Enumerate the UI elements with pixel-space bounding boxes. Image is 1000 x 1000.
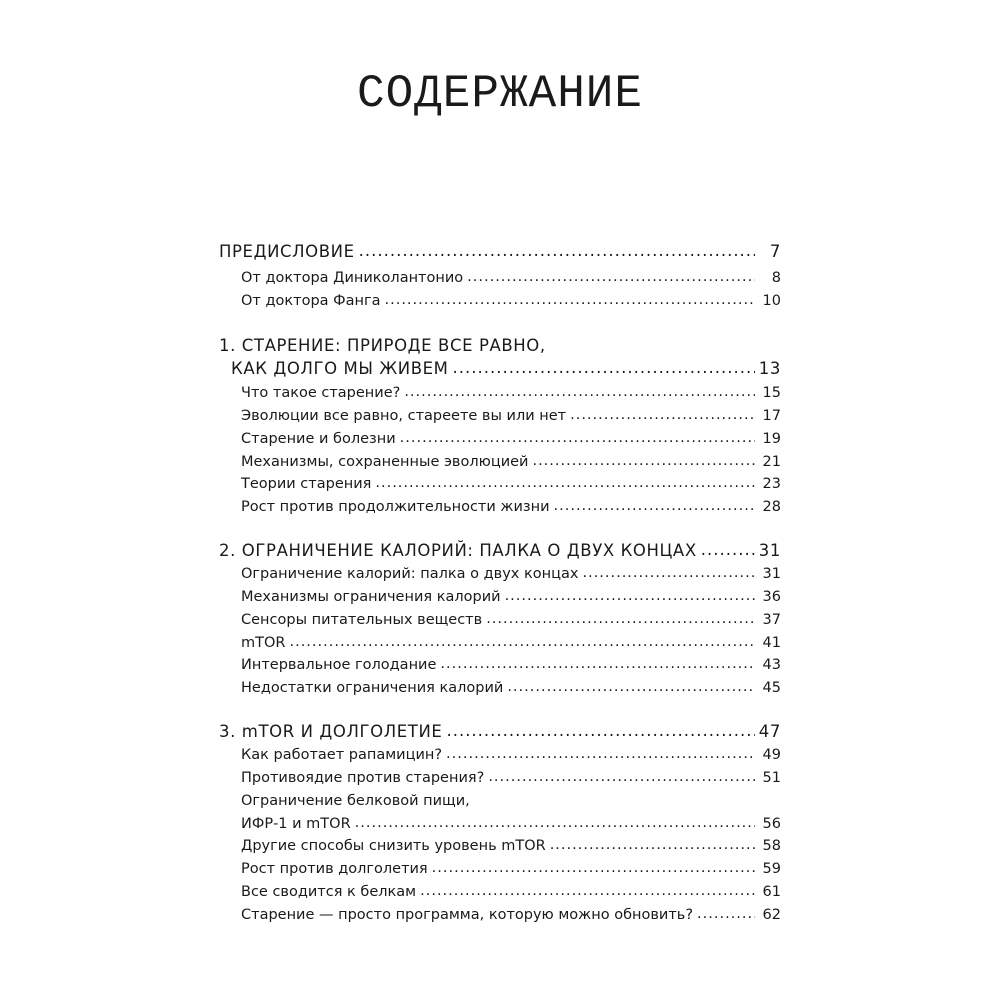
toc-entry-label: Механизмы, сохраненные эволюцией: [241, 454, 529, 470]
toc-page-number: 8: [771, 270, 781, 286]
toc-entry-label: ИФР-1 и mTOR: [241, 816, 351, 832]
toc-entry-label: Теории старения: [241, 476, 372, 492]
dot-leader: [554, 498, 755, 514]
toc-subentry[interactable]: [219, 454, 781, 470]
toc-entry-label: Сенсоры питательных веществ: [241, 612, 483, 628]
toc-entry-label: Другие способы снизить уровень mTOR: [241, 838, 546, 854]
toc-entry-label: Старение и болезни: [241, 431, 396, 447]
toc-subentry[interactable]: [219, 770, 781, 786]
dot-leader: [582, 565, 755, 581]
dot-leader: [446, 746, 755, 762]
dot-leader: [452, 358, 754, 377]
toc-entry-preface[interactable]: [219, 242, 781, 261]
dot-leader: [550, 837, 755, 853]
toc-entry-label: Ограничение белковой пищи,: [241, 793, 470, 809]
toc-subentry[interactable]: [219, 838, 781, 854]
toc-page-number: 23: [762, 476, 781, 492]
toc-entry-chapter-2[interactable]: [219, 541, 781, 560]
page-title: СОДЕРЖАНИЕ: [356, 68, 644, 120]
toc-entry-label: Все сводится к белкам: [241, 884, 417, 900]
dot-leader: [446, 721, 754, 740]
toc-entry-label: Противоядие против старения?: [241, 770, 485, 786]
toc-page-number: 62: [762, 907, 781, 923]
toc-page-number: 21: [762, 454, 781, 470]
toc-entry-label: 2. ОГРАНИЧЕНИЕ КАЛОРИЙ: ПАЛКА О ДВУХ КОНЦАХ: [219, 541, 697, 560]
toc-page-number: 45: [762, 680, 781, 696]
toc-subentry[interactable]: [219, 270, 781, 286]
toc-entry-label: 1. СТАРЕНИЕ: ПРИРОДЕ ВСЕ РАВНО,: [219, 336, 546, 355]
dot-leader: [420, 883, 755, 899]
toc-subentry[interactable]: [219, 884, 781, 900]
toc-entry-chapter-3[interactable]: [219, 722, 781, 741]
toc-subentry[interactable]: [219, 566, 781, 582]
toc-page-number: 51: [762, 770, 781, 786]
toc-page-number: 13: [758, 359, 781, 378]
dot-leader: [701, 540, 755, 559]
toc-entry-label: Недостатки ограничения калорий: [241, 680, 504, 696]
toc-entry-label: Как работает рапамицин?: [241, 747, 443, 763]
toc-entry-chapter-1[interactable]: [219, 359, 781, 378]
toc-entry-label: Старение — просто программа, которую можно обновить?: [241, 907, 694, 923]
toc-subentry[interactable]: [219, 861, 781, 877]
toc-entry-label: Эволюции все равно, стареете вы или нет: [241, 408, 567, 424]
toc-entry-label: КАК ДОЛГО МЫ ЖИВЕМ: [231, 359, 449, 378]
toc-page-number: 41: [762, 635, 781, 651]
dot-leader: [432, 860, 755, 876]
toc-subentry[interactable]: [219, 635, 781, 651]
toc-page-number: 37: [762, 612, 781, 628]
toc-entry-label: Ограничение калорий: палка о двух концах: [241, 566, 579, 582]
toc-page-number: 36: [762, 589, 781, 605]
toc-page-number: 61: [762, 884, 781, 900]
dot-leader: [467, 269, 755, 285]
toc-subentry[interactable]: [219, 499, 781, 515]
toc-page-number: 56: [762, 816, 781, 832]
toc-page-number: 43: [762, 657, 781, 673]
toc-page-number: 28: [762, 499, 781, 515]
toc-entry-label: От доктора Диниколантонио: [241, 270, 464, 286]
toc-entry-label: Что такое старение?: [241, 385, 401, 401]
toc-entry-label: Рост против продолжительности жизни: [241, 499, 550, 515]
toc-subentry[interactable]: [219, 476, 781, 492]
toc-subentry-line1[interactable]: [219, 793, 781, 809]
dot-leader: [289, 634, 755, 650]
toc-page-number: 49: [762, 747, 781, 763]
toc-entry-label: Механизмы ограничения калорий: [241, 589, 501, 605]
dot-leader: [359, 241, 755, 260]
toc-entry-label: Рост против долголетия: [241, 861, 428, 877]
dot-leader: [507, 679, 755, 695]
dot-leader: [570, 407, 755, 423]
toc-subentry[interactable]: [219, 589, 781, 605]
dot-leader: [375, 475, 755, 491]
toc-entry-label: От доктора Фанга: [241, 293, 381, 309]
toc-subentry[interactable]: [219, 747, 781, 763]
toc-entry-label: mTOR: [241, 635, 286, 651]
dot-leader: [404, 384, 755, 400]
toc-subentry[interactable]: [219, 431, 781, 447]
toc-page-number: 15: [762, 385, 781, 401]
dot-leader: [697, 906, 755, 922]
dot-leader: [440, 656, 755, 672]
toc-page-number: 19: [762, 431, 781, 447]
toc-page-number: 31: [762, 566, 781, 582]
toc-page-number: 7: [769, 242, 781, 261]
toc-page-number: 10: [762, 293, 781, 309]
toc-entry-label: ПРЕДИСЛОВИЕ: [219, 242, 355, 261]
dot-leader: [400, 430, 755, 446]
toc-subentry[interactable]: [219, 293, 781, 309]
toc-page-number: 47: [758, 722, 781, 741]
toc-subentry[interactable]: [219, 680, 781, 696]
toc-page-number: 59: [762, 861, 781, 877]
toc-subentry[interactable]: [219, 907, 781, 923]
toc-entry-label: Интервальное голодание: [241, 657, 437, 673]
toc-subentry[interactable]: [219, 816, 781, 832]
toc-subentry[interactable]: [219, 612, 781, 628]
toc-chapter-1-title-line1[interactable]: [219, 336, 781, 355]
dot-leader: [486, 611, 755, 627]
toc-subentry[interactable]: [219, 408, 781, 424]
toc-entry-label: 3. mTOR И ДОЛГОЛЕТИЕ: [219, 722, 443, 741]
toc-subentry[interactable]: [219, 657, 781, 673]
dot-leader: [505, 588, 755, 604]
dot-leader: [385, 292, 756, 308]
toc-page-number: 58: [762, 838, 781, 854]
dot-leader: [532, 453, 755, 469]
dot-leader: [355, 815, 755, 831]
dot-leader: [488, 769, 755, 785]
toc-page-number: 31: [758, 541, 781, 560]
toc-page-number: 17: [762, 408, 781, 424]
toc-subentry[interactable]: [219, 385, 781, 401]
